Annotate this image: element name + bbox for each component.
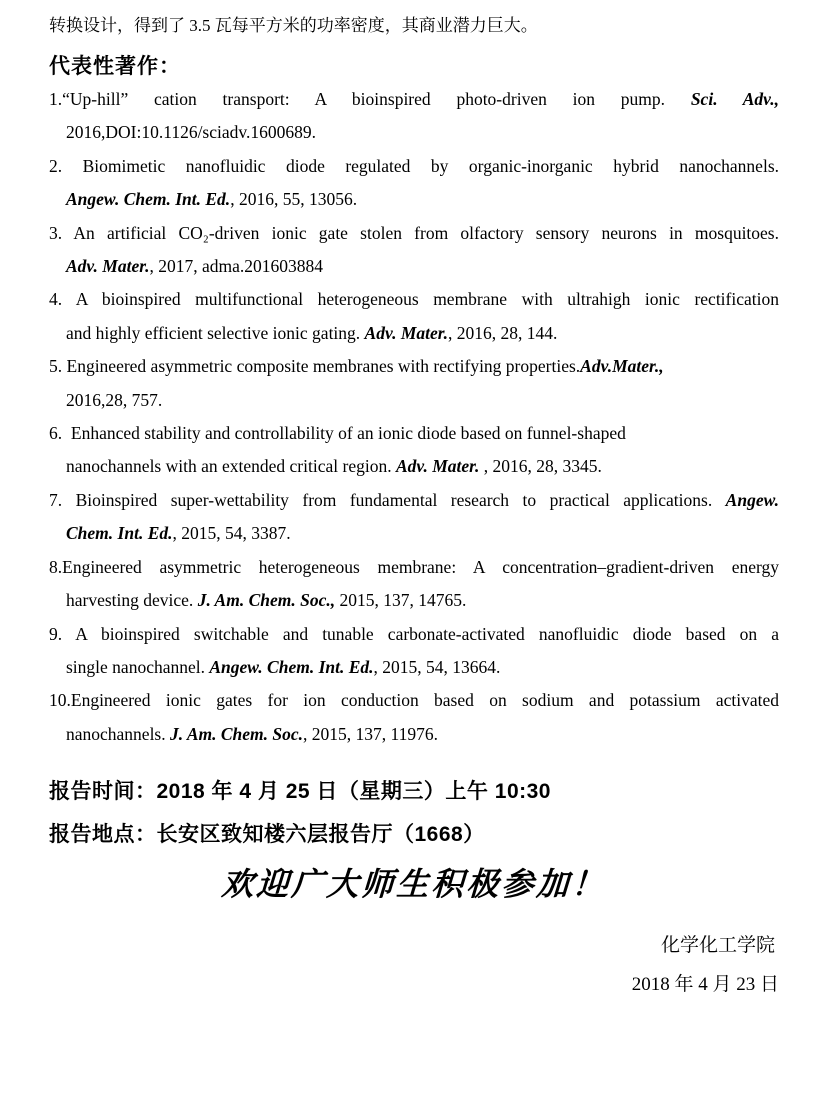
publication-item [49, 618, 779, 685]
publication-item [49, 350, 779, 417]
journal-name: Angew. Chem. Int. Ed. [66, 189, 231, 210]
intro-paragraph: 转换设计，得到了 3.5 瓦每平方米的功率密度，其商业潜力巨大。 [49, 16, 538, 35]
publication-line: 3. An artificial CO₂-driven ionic gate stolen from olfactory sensory neurons in mosquitoes. [49, 222, 779, 243]
publication-item [49, 150, 779, 217]
publication-item [49, 551, 779, 618]
publication-line: nanochannels. J. Am. Chem. Soc., 2015, 137, 11976. [66, 723, 439, 744]
publication-line: Angew. Chem. Int. Ed., 2016, 55, 13056. [66, 189, 358, 210]
publication-item [49, 83, 779, 150]
signature-date: 2018 年 4 月 23 日 [631, 974, 779, 996]
publication-line: and highly efficient selective ionic gating. Adv. Mater., 2016, 28, 144. [66, 322, 558, 343]
publication-item [49, 484, 779, 551]
publication-line: 2. Biomimetic nanofluidic diode regulated by organic-inorganic hybrid nanochannels. [49, 155, 779, 176]
publication-line: 9. A bioinspired switchable and tunable carbonate-activated nanofluidic diode based on a [49, 623, 779, 644]
journal-name: Adv. Mater. [395, 456, 480, 477]
publication-line: 1.“Up-hill” cation transport: A bioinspired photo-driven ion pump. Sci. Adv., [49, 89, 779, 109]
publication-line: single nanochannel. Angew. Chem. Int. Ed., 2015, 54, 13664. [66, 656, 501, 677]
publication-item [49, 283, 779, 350]
publication-list [49, 83, 779, 751]
publication-line: Chem. Int. Ed., 2015, 54, 3387. [66, 523, 291, 544]
journal-name: Adv. Mater. [364, 322, 448, 343]
publication-line: 5. Engineered asymmetric composite membranes with rectifying properties.Adv.Mater., [49, 356, 664, 377]
signature: 化学化工学院 [660, 935, 775, 957]
publication-line: nanochannels with an extended critical region. Adv. Mater. , 2016, 28, 3345. [66, 456, 602, 477]
publication-line: 2016,DOI:10.1126/sciadv.1600689. [66, 122, 316, 143]
publication-line: 2016,28, 757. [66, 389, 163, 410]
journal-name: J. Am. Chem. Soc., [197, 590, 336, 611]
publication-line: 7. Bioinspired super-wettability from fundamental research to practical applications. Angew. [49, 489, 779, 510]
publication-item [49, 417, 779, 484]
publication-line: 10.Engineered ionic gates for ion conduction based on sodium and potassium activated [49, 690, 779, 711]
section-heading: 代表性著作： [49, 55, 181, 78]
report-location: 报告地点：长安区致知楼六层报告厅（1668） [49, 823, 485, 847]
welcome-message: 欢迎广大师生积极参加！ [220, 866, 608, 903]
journal-name: J. Am. Chem. Soc. [170, 723, 304, 744]
journal-name: Adv. Mater. [66, 256, 150, 277]
journal-name: Angew. Chem. Int. Ed. [209, 656, 374, 677]
report-time: 报告时间：2018 年 4 月 25 日（星期三）上午 10:30 [49, 780, 551, 804]
journal-name: Angew. [725, 489, 779, 510]
publication-line: Adv. Mater., 2017, adma.201603884 [66, 256, 323, 277]
publication-line: 8.Engineered asymmetric heterogeneous membrane: A concentration–gradient-driven energy [49, 556, 779, 577]
journal-name: Adv.Mater., [580, 356, 664, 377]
publication-line: 6. Enhanced stability and controllability of an ionic diode based on funnel-shaped [49, 423, 626, 444]
publication-item [49, 217, 779, 284]
publication-line: harvesting device. J. Am. Chem. Soc., 2015, 137, 14765. [66, 590, 467, 611]
journal-name: Chem. Int. Ed. [66, 523, 173, 544]
publication-item [49, 684, 779, 751]
journal-name: Sci. Adv., [690, 89, 779, 109]
publication-line: 4. A bioinspired multifunctional heterogeneous membrane with ultrahigh ionic rectification [49, 289, 779, 310]
